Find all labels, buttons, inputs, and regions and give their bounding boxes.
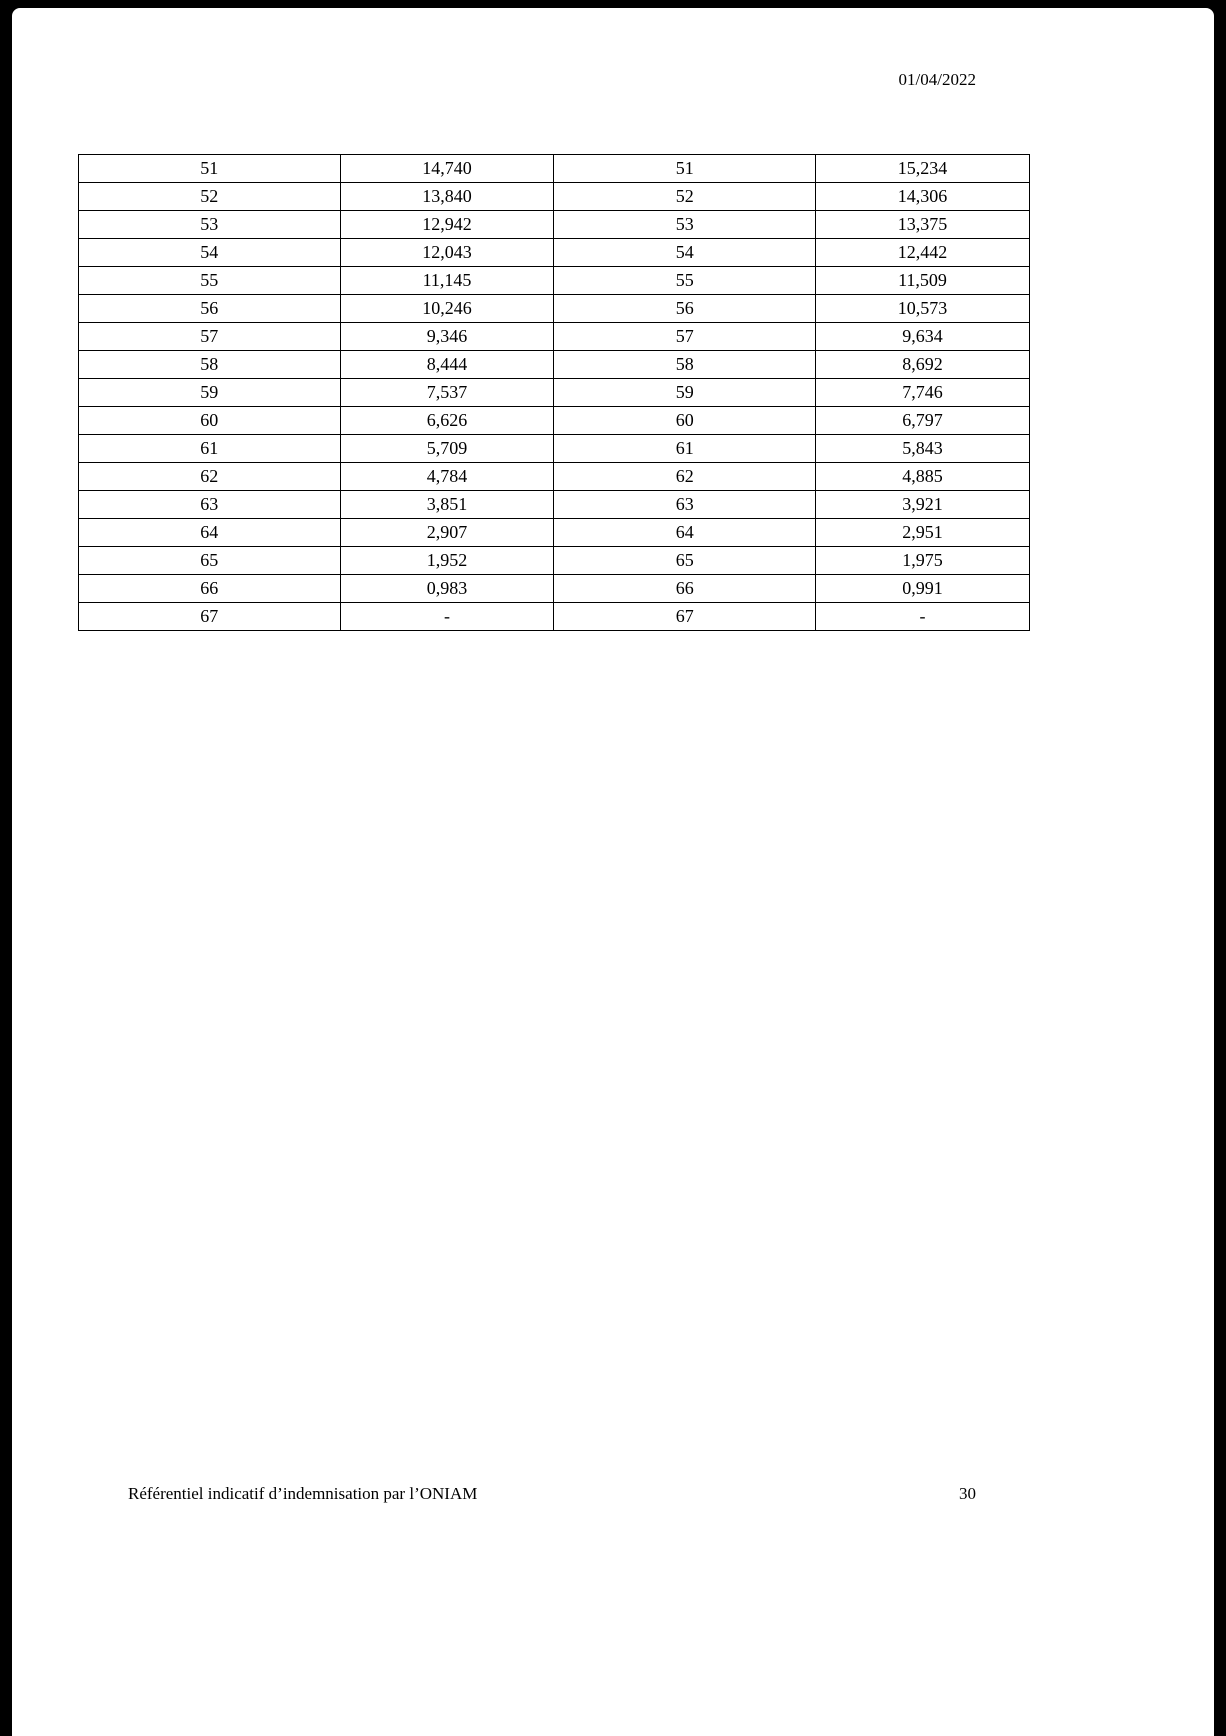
table-cell: 7,746 bbox=[816, 379, 1030, 407]
table-cell: 6,797 bbox=[816, 407, 1030, 435]
table-cell: 63 bbox=[79, 491, 341, 519]
table-cell: 54 bbox=[79, 239, 341, 267]
table-cell: 53 bbox=[554, 211, 816, 239]
table-cell: 3,851 bbox=[340, 491, 554, 519]
document-date: 01/04/2022 bbox=[898, 70, 976, 89]
page-number: 30 bbox=[959, 1484, 976, 1503]
table-cell: 8,444 bbox=[340, 351, 554, 379]
table-cell: 11,509 bbox=[816, 267, 1030, 295]
table-cell: 66 bbox=[554, 575, 816, 603]
table-cell: 2,951 bbox=[816, 519, 1030, 547]
table-cell: 52 bbox=[79, 183, 341, 211]
table-cell: 67 bbox=[554, 603, 816, 631]
table-row bbox=[79, 155, 1030, 183]
table-row bbox=[79, 211, 1030, 239]
table-cell: 67 bbox=[79, 603, 341, 631]
table-cell: 57 bbox=[79, 323, 341, 351]
table-cell: 10,573 bbox=[816, 295, 1030, 323]
table-cell: 11,145 bbox=[340, 267, 554, 295]
table-row bbox=[79, 463, 1030, 491]
table-row bbox=[79, 491, 1030, 519]
table-cell: 2,907 bbox=[340, 519, 554, 547]
table-cell: 62 bbox=[79, 463, 341, 491]
table-cell: 60 bbox=[554, 407, 816, 435]
table-cell: 61 bbox=[79, 435, 341, 463]
document-page bbox=[12, 8, 1214, 1736]
table-cell: 12,942 bbox=[340, 211, 554, 239]
table-cell: 65 bbox=[554, 547, 816, 575]
table-row bbox=[79, 323, 1030, 351]
table-cell: 0,991 bbox=[816, 575, 1030, 603]
table-row bbox=[79, 239, 1030, 267]
table-cell: 4,885 bbox=[816, 463, 1030, 491]
table-cell: 9,634 bbox=[816, 323, 1030, 351]
table-cell: 64 bbox=[554, 519, 816, 547]
table-row bbox=[79, 519, 1030, 547]
table-cell: 56 bbox=[79, 295, 341, 323]
table-row bbox=[79, 575, 1030, 603]
footer-title: Référentiel indicatif d’indemnisation par l’ONIAM bbox=[128, 1484, 478, 1503]
table-cell: 3,921 bbox=[816, 491, 1030, 519]
table-row bbox=[79, 603, 1030, 631]
table-cell: 13,840 bbox=[340, 183, 554, 211]
table-cell: 59 bbox=[79, 379, 341, 407]
table-row bbox=[79, 547, 1030, 575]
table-row bbox=[79, 435, 1030, 463]
table-cell: 57 bbox=[554, 323, 816, 351]
table-cell: 52 bbox=[554, 183, 816, 211]
table-cell: 64 bbox=[79, 519, 341, 547]
table-cell: 0,983 bbox=[340, 575, 554, 603]
table-cell: 61 bbox=[554, 435, 816, 463]
table-cell: 5,709 bbox=[340, 435, 554, 463]
table-cell: 12,043 bbox=[340, 239, 554, 267]
table-cell: 55 bbox=[79, 267, 341, 295]
table-cell: 56 bbox=[554, 295, 816, 323]
table-body bbox=[79, 155, 1030, 631]
table-cell: 5,843 bbox=[816, 435, 1030, 463]
table-cell: 51 bbox=[79, 155, 341, 183]
table-cell: 15,234 bbox=[816, 155, 1030, 183]
table-cell: 59 bbox=[554, 379, 816, 407]
table-cell: 66 bbox=[79, 575, 341, 603]
table-row bbox=[79, 183, 1030, 211]
table-cell: 65 bbox=[79, 547, 341, 575]
table-cell: 6,626 bbox=[340, 407, 554, 435]
table-cell: 53 bbox=[79, 211, 341, 239]
table-row bbox=[79, 267, 1030, 295]
table-cell: 8,692 bbox=[816, 351, 1030, 379]
table-cell: 14,740 bbox=[340, 155, 554, 183]
table-cell: 9,346 bbox=[340, 323, 554, 351]
table-cell: 1,952 bbox=[340, 547, 554, 575]
table-cell: 7,537 bbox=[340, 379, 554, 407]
indemnisation-table bbox=[78, 154, 1030, 631]
table-row bbox=[79, 379, 1030, 407]
table-cell: 60 bbox=[79, 407, 341, 435]
table-cell: 58 bbox=[554, 351, 816, 379]
table-cell: 58 bbox=[79, 351, 341, 379]
table-cell: 54 bbox=[554, 239, 816, 267]
table-cell: 51 bbox=[554, 155, 816, 183]
table-cell: 63 bbox=[554, 491, 816, 519]
table-cell: 13,375 bbox=[816, 211, 1030, 239]
table-cell: 62 bbox=[554, 463, 816, 491]
table-cell: - bbox=[340, 603, 554, 631]
table-row bbox=[79, 351, 1030, 379]
table-cell: 55 bbox=[554, 267, 816, 295]
table-row bbox=[79, 295, 1030, 323]
table-cell: 1,975 bbox=[816, 547, 1030, 575]
table-cell: - bbox=[816, 603, 1030, 631]
table-row bbox=[79, 407, 1030, 435]
table-cell: 10,246 bbox=[340, 295, 554, 323]
table-cell: 12,442 bbox=[816, 239, 1030, 267]
table-cell: 14,306 bbox=[816, 183, 1030, 211]
table-cell: 4,784 bbox=[340, 463, 554, 491]
